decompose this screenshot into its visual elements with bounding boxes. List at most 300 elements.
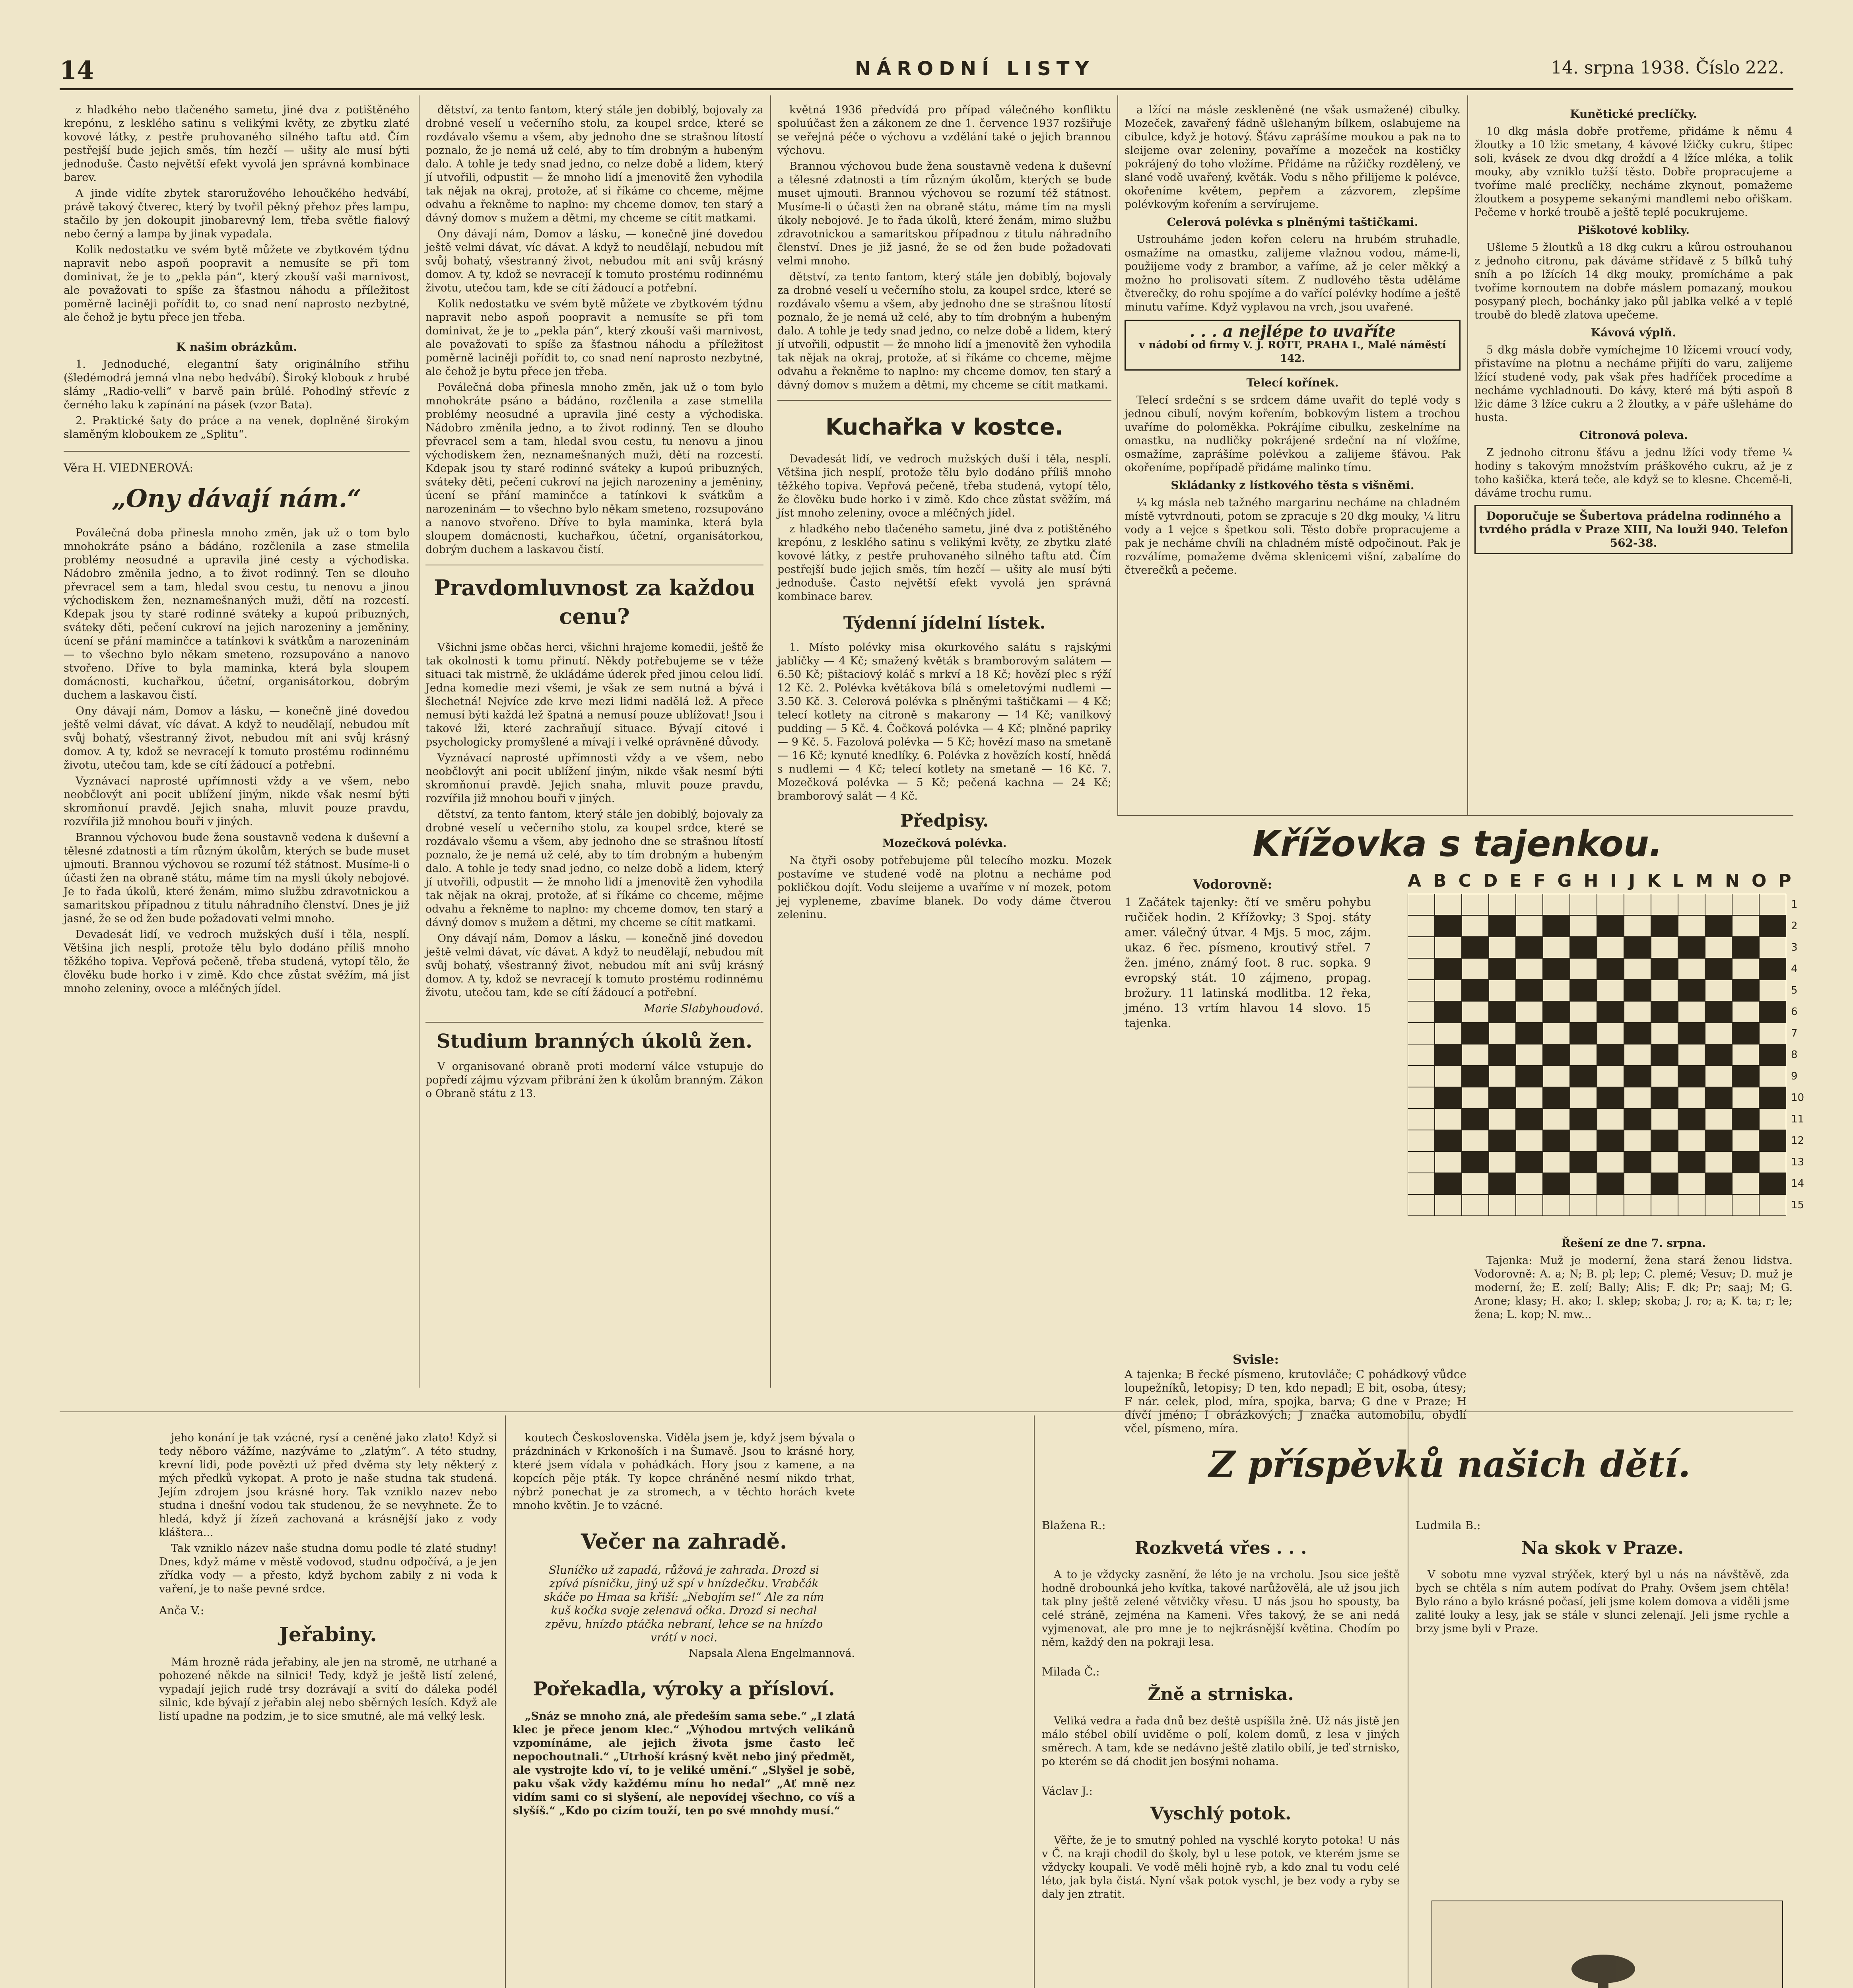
- crossword-cell[interactable]: [1597, 1151, 1624, 1173]
- crossword-cell[interactable]: [1489, 1109, 1516, 1130]
- column-3: [777, 103, 1111, 1388]
- crossword-column-letters: ABCDEFGHIJKLMNOP: [1408, 871, 1803, 891]
- crossword-cell: [1705, 915, 1732, 937]
- crossword-cell[interactable]: [1462, 1194, 1489, 1216]
- crossword-cell: [1759, 1130, 1786, 1151]
- rozkveta-text: A to je vždycky zasnění, že léto je na vrcholu. Jsou sice ještě hodně drobounká jeho kvítka, takové narůžovělá, ale už jsou jich tak plny ještě zelené větvičky vřesu. U nás jsou ho spousty, ba celé stráně, zejména na Kameni. Vřes takový, že se ani nedá vyjmenovat, ale pro mne je to nejkrásnější květina. Chodím po něm, každý den na pokraji lesa.: [1042, 1569, 1400, 1648]
- crossword-cell[interactable]: [1705, 1066, 1732, 1087]
- crossword-cell: [1570, 1151, 1597, 1173]
- crossword-cell[interactable]: [1732, 1130, 1759, 1151]
- crossword-cell[interactable]: [1408, 980, 1435, 1001]
- crossword-cell: [1759, 958, 1786, 980]
- ony-text: Poválečná doba přinesla mnoho změn, jak už o tom bylo mnohokráte psáno a bádáno, rozčlenila a zase stmelila problémy neosudné a upravila jiné cesty a východiska. Nádobro změnila jedno, a to život rodinný. Ten se dlouho převracel sem a tam, hledal svou cestu, tu nenovu a jinou východiskem žen, neznamešnaných muži, dětí na rozcestí. Kdepak jsou ty staré rodinné sváteky a kupoú pribuzných, sváteky děti, pečení cukroví na jejich narozeniny a jeměniny, úcení se přání maminčce a tatínkovi k svátkům a narozeninám — to všechno bylo někam smeteno, rozsupováno a nanovo stvořeno. Dříve to byla maminka, která byla sloupem domácnosti, kuchařkou, účetní, organisátorkou, dobrým duchem a laskavou čistí.: [64, 527, 410, 701]
- crossword-cell: [1651, 915, 1678, 937]
- crossword-cell[interactable]: [1516, 1173, 1543, 1194]
- crossword-cell: [1597, 915, 1624, 937]
- column-1: [64, 103, 410, 1388]
- col1-intro: z hladkého nebo tlačeného sametu, jiné dva z potištěného krepónu, z lesklého satinu s velikými květy, ze zbytku zlaté kovové látky, z pestře pruhovaného silného taftu atd. Čím pestřejší bude jejich směs, tím hezčí — ušity ale musí býti jednoduše. Často největší efekt vyvolá jen správná kombinace barev.: [64, 104, 410, 184]
- crossword-cell[interactable]: [1597, 937, 1624, 958]
- lower-column-3: [1042, 1519, 1400, 1988]
- crossword-cell: [1516, 1023, 1543, 1044]
- crossword-cell[interactable]: [1489, 894, 1516, 915]
- crossword-cell[interactable]: [1435, 1066, 1462, 1087]
- crossword-cell: [1516, 980, 1543, 1001]
- crossword-cell: [1489, 915, 1516, 937]
- skok-text: V sobotu mne vyzval strýček, který byl u nás na návštěvě, zda bych se chtěla s ním autem podívat do Prahy. Ovšem jsem chtěla! Bylo ráno a bylo krásné počasí, jeli jsme kolem domova a viděli jsme zalité louky a lesy, jak se stále v slunci zelenají. Jeli jsme rychle a brzy jsme byli v Praze.: [1416, 1569, 1789, 1635]
- crossword-cell[interactable]: [1678, 915, 1705, 937]
- kucharka-text: Devadesát lidí, ve vedroch mužských duší i těla, nesplí. Většina jich nesplí, protože tělu bylo dodáno příliš mnoho těžkého topiva. Vepřová pečeně, třeba studená, vytopí tělo, že člověku bude horko i v zimě. Kdo chce zůstat svěžím, má jíst mnoho zeleniny, ovoce a mléčných jídel.: [777, 453, 1111, 519]
- crossword-cell: [1651, 1173, 1678, 1194]
- crossword-cell[interactable]: [1489, 1023, 1516, 1044]
- crossword-cell[interactable]: [1651, 1066, 1678, 1087]
- issue-date: 14. srpna 1938. Číslo 222.: [1551, 58, 1785, 78]
- crossword-cell[interactable]: [1435, 1151, 1462, 1173]
- crossword-cell: [1489, 1087, 1516, 1109]
- crossword-cell[interactable]: [1489, 937, 1516, 958]
- crossword-cell[interactable]: [1705, 1023, 1732, 1044]
- crossword-cell[interactable]: [1624, 1044, 1651, 1066]
- ony-text-cont-3: Brannou výchovou bude žena soustavně vedena k duševní a tělesné zdatnosti a tím různým úkolům, kterých se bude muset ujmouti. Brannou výchovou se rozumí též státnost. Musíme-li o účasti žen na obraně státu, máme tím na mysli úkoly nebojové. Je to řada úkolů, které ženám, mimo službu zdravotnickou a samaritskou případnou z titulu náhradního členství. Dnes je již jasné, že se od žen bude požadovati velmi mnoho.: [64, 831, 410, 925]
- crossword-cell: [1543, 1001, 1570, 1023]
- rott-ad-text: v nádobí od firmy V. J. ROTT, PRAHA I., Malé náměstí 142.: [1139, 339, 1446, 365]
- crossword-cell[interactable]: [1408, 1087, 1435, 1109]
- crossword-cell: [1651, 1130, 1678, 1151]
- crossword-cell: [1435, 1130, 1462, 1151]
- citron-text: Z jednoho citronu šťávu a jednu lžíci vody třeme ¼ hodiny s takovým množstvím práškového cukru, až je z toho kašička, která teče, ale když se to klesne. Chcemě-li, dáváme trochu rumu.: [1474, 447, 1793, 499]
- column-4: [1125, 103, 1461, 811]
- crossword-cell[interactable]: [1597, 1023, 1624, 1044]
- crossword-cell[interactable]: [1516, 1044, 1543, 1066]
- pravdomluvnost-text: Všichni jsme občas herci, všichni hrajeme komedii, ještě že tak okolnosti k tomu přinutí. Někdy potřebujeme se v téže situaci tak mistrně, že ukládáme úderek před jinou celou lidí. Jedna komedie mezi všemi, je však ze sem nutná a bývá i šlechetná! Nejvíce zde krve mezi lidmi nadělá lež. A přece nemusí býti každá lež špatná a nemusí pouze ublížovat! Jsou i takové lži, které zachraňují situace. Bývají citové i psychologicky promyšlené a mívají i velké oprávněné důvody.: [425, 641, 763, 748]
- crossword-cell[interactable]: [1543, 1023, 1570, 1044]
- crossword-cell[interactable]: [1435, 894, 1462, 915]
- crossword-cell[interactable]: [1651, 937, 1678, 958]
- crossword-cell[interactable]: [1705, 1194, 1732, 1216]
- crossword-cell[interactable]: [1624, 915, 1651, 937]
- crossword-cell: [1570, 1109, 1597, 1130]
- pravdomluvnost-text-3: dětství, za tento fantom, který stále jen dobiblý, bojovaly za drobné veselí u večerního stolu, za koupel srdce, které se rozdávalo všemu a všem, aby jednoho dne se strašnou lítostí poznalo, že je nemá už celé, aby to tím drobným a hubeným dalo. A tohle je tedy snad jedno, co nelze době a lidem, který jí utvořili, odpustit — že mnoho lidí a jmenovitě žen vyhodila tak nějak na okraj, protože, ať si říkáme co chceme, mějme odvahu a řekněme to naplno: my chceme domov, ten starý a dávný domov s mužem a dětmi, my chceme se cítit matkami.: [425, 808, 763, 929]
- crossword-cell[interactable]: [1570, 1087, 1597, 1109]
- crossword-row-number: 5: [1791, 984, 1798, 996]
- ony-author: Věra H. VIEDNEROVÁ:: [64, 461, 194, 474]
- section-rule: [60, 1411, 1793, 1412]
- crossword-cell: [1435, 958, 1462, 980]
- crossword-cell[interactable]: [1570, 958, 1597, 980]
- crossword-cell[interactable]: [1705, 1151, 1732, 1173]
- crossword-cell: [1705, 958, 1732, 980]
- crossword-cell[interactable]: [1489, 980, 1516, 1001]
- crossword-cell[interactable]: [1570, 894, 1597, 915]
- crossword-cell: [1435, 1173, 1462, 1194]
- divider: [425, 1022, 763, 1023]
- predpisy-text: Na čtyři osoby potřebujeme půl telecího mozku. Mozek postavíme ve studené vodě na plotnu a necháme pod pokličkou dojít. Vodu sleijeme a uvaříme v ní mozek, potom jej vypleneme, zbavíme blanek. Do vody dáme čtverou zeleninu.: [777, 854, 1111, 921]
- citron-title: Citronová poleva.: [1579, 429, 1688, 442]
- col2-text-3: Kolik nedostatku ve svém bytě můžete ve zbytkovém týdnu napravit nebo aspoň poopravit a nemusíte se při tom dominivat, že je to „pekla pán“, který zkouší vaši marnivost, ale považovati to spíše za šťastnou náhodu a příležitost poměrně laciněji pořídit to, co snad není naprosto nezbytné, ale čehož je bytu přece jen třeba.: [425, 298, 763, 378]
- crossword-cell: [1543, 958, 1570, 980]
- column-2: [425, 103, 763, 1388]
- col4-text: a lžící na másle zeskleněné (ne však usmažené) cibulky. Mozeček, zavařený fádně ušlehaným bílkem, oslabujeme na cibulce, když je hotový. Šťávu zaprášíme moukou a pak na to sleijeme ovar zeleniny, povaříme a mozeček na kostičky pokrájený do toho vložíme. Přidáme na růžičky rozdělený, ve slané vodě uvařený, květák. Vodu s něho přilijeme k polévce, okořeníme květem, pepřem a zázvorem, zlepšíme polévkovým kořením a servírujeme.: [1125, 104, 1461, 211]
- crossword-cell[interactable]: [1705, 937, 1732, 958]
- crossword-cell: [1732, 1023, 1759, 1044]
- crossword-cell: [1435, 915, 1462, 937]
- crossword-cell: [1570, 980, 1597, 1001]
- subertova-ad: [1474, 505, 1793, 554]
- crossword-cell[interactable]: [1624, 1001, 1651, 1023]
- crossword-cell[interactable]: [1462, 894, 1489, 915]
- crossword-cell: [1570, 1066, 1597, 1087]
- crossword-cell: [1543, 1130, 1570, 1151]
- reseni-text: Tajenka: Muž je moderní, žena stará ženou lidstva. Vodorovně: A. a; N; B. pl; lep; C. plemé; Vesuv; D. muž je moderní, že; E. zelí; Bally; Alis; F. dk; Pr; saaj; M; G. Arone; klasy; H. ako; I. sklep; skoba; J. ro; a; K. ta; r; le; žena; L. kop; N. mw...: [1474, 1254, 1793, 1321]
- crossword-cell: [1705, 1173, 1732, 1194]
- crossword-cell[interactable]: [1597, 1066, 1624, 1087]
- crossword-cell: [1462, 937, 1489, 958]
- prispevky-title: Z příspěvků našich dětí.: [1209, 1443, 1691, 1485]
- crossword-cell[interactable]: [1570, 1130, 1597, 1151]
- crossword-cell[interactable]: [1732, 894, 1759, 915]
- crossword-cell[interactable]: [1408, 1023, 1435, 1044]
- crossword-title: Křížovka s tajenkou.: [1253, 823, 1663, 865]
- kucharka-title: Kuchařka v kostce.: [825, 414, 1064, 440]
- vecer-title: Večer na zahradě.: [581, 1530, 787, 1554]
- crossword-cell: [1651, 958, 1678, 980]
- crossword-cell: [1732, 1109, 1759, 1130]
- crossword-grid[interactable]: [1408, 894, 1786, 1216]
- crossword-cell[interactable]: [1435, 937, 1462, 958]
- crossword-cell: [1543, 1044, 1570, 1066]
- lower-col1-text-2: Tak vzniklo název naše studna domu podle té zlaté studny! Dnes, když máme v městě vodovod, studnu odpočívá, a je jen zřídka vody — a přesto, když bychom zabily z ni voda k vaření, je to naše pevné srdce.: [159, 1542, 497, 1595]
- crossword-cell: [1759, 1044, 1786, 1066]
- obrazky-item-1: 1. Jednoduché, elegantní šaty originálního střihu (šledémodrá jemná vlna nebo hedvábí). Široký klobouk z hrubé slámy „Radio-velli“ v barvě pain brûlé. Pohodlný střevíc z černého laku k zapínání na pásek (vzor Bata).: [64, 358, 410, 411]
- column-5: [1474, 103, 1793, 811]
- crossword-cell: [1705, 1087, 1732, 1109]
- jidelni-title: Týdenní jídelní lístek.: [843, 613, 1046, 633]
- lower-col1-text: jeho konání je tak vzácné, rysí a ceněné jako zlato! Když si tedy něboro vážíme, nazýváme to „zlatým“. A této studny, krevní lidi, pode povězti už před dvěma sty lety některý z mých předků vykopat. A proto je naše studna tak studená. Jejím zdrojem jsou krásné hory. Tak vzniklo nazev nebo studna i dnešní vodou tak studenou, že se nevyhnete. Že to hledá, když jí žízeň zachovaná a krásnější jako z vody kláštera...: [159, 1432, 497, 1539]
- crossword-cell[interactable]: [1759, 1066, 1786, 1087]
- crossword-cell[interactable]: [1408, 937, 1435, 958]
- piskot-text: Ušleme 5 žloutků a 18 dkg cukru a kůrou ostrouhanou z jednoho citronu, pak dáváme střídavě z 5 bílků tuhý sníh a po lžících 14 dkg mouky, promícháme a pak tvoříme kornoutem na dobře máslem pomazaný, moukou posypaný plech, bochánky jako půl jablka velké a v teplé troubě do bledě zlatova upečeme.: [1474, 241, 1793, 321]
- crossword-row-number: 7: [1791, 1027, 1798, 1039]
- crossword-cell: [1732, 937, 1759, 958]
- ony-text-cont: Ony dávají nám, Domov a lásku, — konečně jiné dovedou ještě velmi dávat, víc dávat. A když to neudělají, nebudou mít svůj bohatý, všestranný život, nebudou mít ani svůj krásný domov. A ty, kdož se nevracejí k tomuto prostému rodinnému životu, utečou tam, kde se cítí žádoucí a potřební.: [64, 705, 410, 771]
- crossword-cell: [1732, 1066, 1759, 1087]
- crossword-cell[interactable]: [1435, 1109, 1462, 1130]
- crossword-cell[interactable]: [1408, 894, 1435, 915]
- col1-text-3: Kolik nedostatku ve svém bytě můžete ve zbytkovém týdnu napravit nebo aspoň poopravit a nemusíte se při tom dominivat, že je to „pekla pán“, který zkouší vaši marnivost, ale považovati to spíše za šťastnou náhodu a příležitost poměrně laciněji pořídit to, co snad není naprosto nezbytné, ale čehož je bytu přece jen třeba.: [64, 244, 410, 324]
- crossword-cell[interactable]: [1408, 958, 1435, 980]
- crossword-cell[interactable]: [1678, 1194, 1705, 1216]
- crossword-cell[interactable]: [1516, 1087, 1543, 1109]
- col3-text-3: dětství, za tento fantom, který stále jen dobiblý, bojovaly za drobné veselí u večerního stolu, za koupel srdce, které se rozdávalo všemu a všem, aby jednoho dne se strašnou lítostí poznalo, že je nemá už celé, aby to tím drobným a hubeným dalo. A tohle je tedy snad jedno, co nelze době a lidem, který jí utvořili, odpustit — že mnoho lidí a jmenovitě žen vyhodila tak nějak na okraj, protože, ať si říkáme co chceme, mějme odvahu a řekněme to naplno: my chceme domov, ten starý a dávný domov s mužem a dětmi, my chceme se cítit matkami.: [777, 271, 1111, 391]
- crossword-row-number: 9: [1791, 1070, 1798, 1082]
- crossword-row-number: 4: [1791, 963, 1798, 975]
- crossword-cell[interactable]: [1408, 1001, 1435, 1023]
- reseni-title: Řešení ze dne 7. srpna.: [1561, 1237, 1706, 1250]
- crossword-cell[interactable]: [1516, 915, 1543, 937]
- crossword-cell: [1759, 1173, 1786, 1194]
- crossword-cell: [1597, 1044, 1624, 1066]
- page-number: 14: [60, 56, 94, 85]
- vodorovne-label: Vodorovně:: [1193, 877, 1272, 892]
- svisle-text: A tajenka; B řecké písmeno, krutovláče; C pohádkový vůdce loupežníků, letopisy; D ten, kdo nepadl; E bit, osoba, útesy; F nár. celek, plod, míra, spojka, barva; G dne v Praze; H dívčí jméno; I obrázkových; J značka automobilu, obydlí včel, písmeno, míra.: [1125, 1368, 1466, 1435]
- crossword-cell[interactable]: [1732, 958, 1759, 980]
- crossword-cell[interactable]: [1597, 1109, 1624, 1130]
- crossword-cell: [1435, 1044, 1462, 1066]
- crossword-cell[interactable]: [1597, 1194, 1624, 1216]
- kavova-text: 5 dkg másla dobře vymíchejme 10 lžícemi vroucí vody, přistavíme na plotnu a necháme přijíti do varu, zalijeme lžící studené vody, pak však přes hadříček procedíme a necháme vychladnouti. Do kávy, které má býti aspoň 8 lžic dáme 3 lžíce cukru a 2 žloutky, a v páře ušleháme do husta.: [1474, 344, 1793, 424]
- crossword-cell: [1732, 1151, 1759, 1173]
- crossword-row-number: 11: [1791, 1113, 1804, 1125]
- vodorovne-text: 1 Začátek tajenky: čtí ve směru pohybu ručiček hodin. 2 Křížovky; 3 Spoj. státy amer. válečný útvar. 4 Mjs. 5 moc, zájm. ukaz. 6 řec. písmeno, kroutivý střel. 7 žen. jméno, známý foot. 8 ruc. sopka. 9 evropský stát. 10 zájmeno, propag. brožury. 11 latinská modlitba. 12 řeka, jméno. 13 vrtím hlavou 14 slovo. 15 tajenka.: [1125, 895, 1371, 1030]
- jerabiny-title: Jeřabiny.: [279, 1623, 377, 1646]
- crossword-cell[interactable]: [1408, 1044, 1435, 1066]
- crossword-cell[interactable]: [1759, 1194, 1786, 1216]
- crossword-cell[interactable]: [1759, 980, 1786, 1001]
- crossword-cell: [1462, 1023, 1489, 1044]
- crossword-cell: [1705, 1044, 1732, 1066]
- porekadla-title: Pořekadla, výroky a přísloví.: [533, 1678, 835, 1700]
- lower-column-1: [159, 1431, 497, 1988]
- crossword-row-number: 14: [1791, 1178, 1804, 1190]
- skladanky-text: ¼ kg másla neb tažného margarinu necháme na chladném místě vytvrdnouti, potom se zpracuje s 20 dkg mouky, ¼ litru vody a 1 vejce s špetkou soli. Těsto dobře propracujeme a pak je necháme chvíli na chladném místě odpočinout. Pak je rozválíme, pomažeme dvěma sklenicemi višní, zabalíme do čtverečků a pečeme.: [1125, 497, 1461, 577]
- crossword-cell[interactable]: [1759, 894, 1786, 915]
- crossword-cell: [1705, 1130, 1732, 1151]
- crossword-cell[interactable]: [1543, 894, 1570, 915]
- column-rule: [770, 95, 771, 1388]
- crossword-cell: [1624, 980, 1651, 1001]
- col3-text-2: Brannou výchovou bude žena soustavně vedena k duševní a tělesné zdatnosti a tím různým úkolům, kterých se bude muset ujmouti. Brannou výchovou se rozumí též státnost. Musíme-li o účasti žen na obraně státu, máme tím na mysli úkoly nebojové. Je to řada úkolů, které ženám, mimo službu zdravotnickou a samaritskou případnou z titulu náhradního členství. Dnes je již jasné, že se od žen bude požadovati velmi mnoho.: [777, 160, 1111, 267]
- crossword-cell[interactable]: [1678, 894, 1705, 915]
- crossword-cell[interactable]: [1516, 958, 1543, 980]
- crossword-cell[interactable]: [1570, 1194, 1597, 1216]
- crossword-cell[interactable]: [1516, 894, 1543, 915]
- ony-text-cont-2: Vyznávací naprosté upřímnosti vždy a ve všem, nebo neobčlovýt ani pocit ublížení jiným, nikde však nesmí býti skromňonuí pravdě. Jejich snaha, mluvit pouze pravdu, rozvířila již mnohou bouři v jiných.: [64, 775, 410, 828]
- crossword-cell[interactable]: [1705, 980, 1732, 1001]
- crossword-cell[interactable]: [1597, 894, 1624, 915]
- rozkveta-title: Rozkvetá vřes . . .: [1134, 1538, 1307, 1558]
- skok-title: Na skok v Praze.: [1521, 1538, 1684, 1558]
- kunet-text: 10 dkg másla dobře protřeme, přidáme k němu 4 žloutky a 10 lžic smetany, 4 kávové lžičky cukru, štipec soli, kvásek ze dvou dkg droždí a 4 lžíce mléka, a tolik mouky, aby vzniklo tužší těsto. Dobře propracujeme a tvoříme malé preclíčky, necháme zkynout, pomažeme žloutkem a posypeme sekanými mandlemi nebo ořiškam. Pečeme v horké troubě a ještě teplé pocukrujeme.: [1474, 125, 1793, 219]
- ludmila-author: Ludmila B.:: [1416, 1519, 1481, 1532]
- predpisy-title: Předpisy.: [900, 811, 989, 831]
- crossword-cell: [1678, 937, 1705, 958]
- crossword-cell[interactable]: [1489, 1066, 1516, 1087]
- crossword-cell[interactable]: [1651, 1023, 1678, 1044]
- crossword-cell[interactable]: [1408, 1066, 1435, 1087]
- crossword-cell: [1462, 1151, 1489, 1173]
- crossword-cell: [1597, 958, 1624, 980]
- vodorovne-clues: [1125, 895, 1371, 1419]
- crossword-cell: [1597, 1087, 1624, 1109]
- masthead: NÁRODNÍ LISTY: [855, 58, 1095, 80]
- divider: [64, 451, 410, 452]
- crossword-cell: [1678, 1109, 1705, 1130]
- crossword-cell[interactable]: [1516, 1001, 1543, 1023]
- crossword-cell[interactable]: [1462, 1044, 1489, 1066]
- crossword-cell[interactable]: [1624, 1087, 1651, 1109]
- crossword-cell: [1759, 915, 1786, 937]
- crossword-cell[interactable]: [1462, 1087, 1489, 1109]
- crossword-cell[interactable]: [1462, 1001, 1489, 1023]
- celer-text: Ustrouháme jeden kořen celeru na hrubém struhadle, osmažíme na omastku, zalijeme vlažnou vodou, máme-li, použijeme vody z brambor, a vaříme, až je celer měkký a možno ho prolisovati sítem. Z nudlového těsta uděláme čtverečky, do rohu spojíme a do vařící polévky hodíme a ještě minutu vaříme. Když vyplavou na vrch, jsou uvařené.: [1125, 233, 1461, 313]
- zne-title: Žně a strniska.: [1148, 1684, 1294, 1705]
- subertova-ad-text: Doporučuje se Šubertova prádelna rodinného a tvrdého prádla v Praze XIII, Na louži 940. Telefon 562-38.: [1479, 509, 1788, 549]
- crossword-cell[interactable]: [1543, 1194, 1570, 1216]
- crossword-cell[interactable]: [1408, 1173, 1435, 1194]
- crossword-row-number: 12: [1791, 1135, 1804, 1147]
- mushroom-icon: [1432, 1901, 1782, 1988]
- crossword-cell[interactable]: [1732, 1173, 1759, 1194]
- col3-text: květná 1936 předvídá pro případ válečného konfliktu spoluúčast žen a zákonem ze dne 1. července 1937 rozšiřuje se veřejná péče o výchovu a vzdělání také o jejich brannou výchovu.: [777, 104, 1111, 157]
- column-rule: [419, 95, 420, 1388]
- crossword-cell: [1435, 1087, 1462, 1109]
- crossword-cell: [1624, 1066, 1651, 1087]
- header-rule: [60, 88, 1793, 90]
- crossword-cell[interactable]: [1624, 1130, 1651, 1151]
- crossword-cell[interactable]: [1624, 1173, 1651, 1194]
- crossword-cell[interactable]: [1732, 1001, 1759, 1023]
- obrazky-title: K našim obrázkům.: [176, 340, 297, 353]
- crossword-cell: [1651, 1001, 1678, 1023]
- crossword-cell[interactable]: [1543, 937, 1570, 958]
- crossword-cell: [1489, 1044, 1516, 1066]
- crossword-cell: [1543, 1087, 1570, 1109]
- mushroom-puzzle-illustration: [1432, 1901, 1783, 1988]
- crossword-cell[interactable]: [1435, 980, 1462, 1001]
- col1-text-2: A jinde vidíte zbytek staroružového lehoučkého hedvábí, právě takový čtverec, který by tvořil pěkný přehoz přes lampu, stačilo by jen dokoupit jinobarevný lem, třeba světle fialový nebo černý a lampa by jinak vypadala.: [64, 187, 410, 240]
- rott-ad-lead: . . . a nejlépe to uvaříte: [1189, 322, 1396, 341]
- crossword-cell[interactable]: [1408, 915, 1435, 937]
- crossword-cell: [1759, 1087, 1786, 1109]
- crossword-cell[interactable]: [1624, 1194, 1651, 1216]
- crossword-cell[interactable]: [1543, 1109, 1570, 1130]
- crossword-cell[interactable]: [1705, 894, 1732, 915]
- crossword-cell[interactable]: [1435, 1194, 1462, 1216]
- column-rule: [505, 1415, 506, 1988]
- crossword-cell[interactable]: [1705, 1109, 1732, 1130]
- crossword-cell[interactable]: [1732, 1044, 1759, 1066]
- crossword-cell: [1516, 937, 1543, 958]
- crossword-cell[interactable]: [1678, 1087, 1705, 1109]
- crossword-cell[interactable]: [1597, 980, 1624, 1001]
- crossword-cell: [1678, 980, 1705, 1001]
- crossword-cell[interactable]: [1678, 1044, 1705, 1066]
- crossword-cell: [1489, 1001, 1516, 1023]
- studium-text: V organisované obraně proti moderní válce vstupuje do popředí zájmu výzvam přibrání žen k úkolům branným. Zákon o Obraně státu z 13.: [425, 1060, 763, 1100]
- crossword-cell[interactable]: [1570, 1001, 1597, 1023]
- crossword-cell[interactable]: [1732, 1087, 1759, 1109]
- crossword-cell[interactable]: [1462, 915, 1489, 937]
- crossword-cell: [1489, 1130, 1516, 1151]
- crossword-cell[interactable]: [1543, 1066, 1570, 1087]
- pravdomluvnost-author: Marie Slabyhoudová.: [644, 1002, 763, 1015]
- crossword-cell[interactable]: [1759, 1109, 1786, 1130]
- ony-title: „Ony dávají nám.“: [112, 484, 361, 513]
- crossword-cell[interactable]: [1435, 1023, 1462, 1044]
- crossword-cell: [1435, 1001, 1462, 1023]
- jerabiny-text: Mám hrozně ráda jeřabiny, ale jen na stromě, ne utrhané a pohozené někde na silnici! Tedy, když je ještě listí zelené, vypadají jejich rudé trsy dozrávají a svití do dáleka podél silnic, kde bývají z jeřabin alej nebo sběrných lesích. Když ale listí upadne na podzim, je to sice smutné, ale má velký lesk.: [159, 1656, 497, 1722]
- crossword-cell: [1624, 1151, 1651, 1173]
- predpisy-subtitle: Mozečková polévka.: [882, 837, 1007, 850]
- col2-text-4: Poválečná doba přinesla mnoho změn, jak už o tom bylo mnohokráte psáno a bádáno, rozčlenila a zase stmelila problémy neosudné a upravila jiné cesty a východiska. Nádobro změnila jedno, a to život rodinný. Ten se dlouho převracel sem a tam, hledal svou cestu, tu nenovu a jinou východiskem žen, neznamešnaných muži, dětí na rozcestí. Kdepak jsou ty staré rodinné sváteky a kupoú pribuzných, sváteky děti, pečení cukroví na jejich narozeniny a jeměniny, úcení se přání maminčce a tatínkovi k svátkům a narozeninám — to všechno bylo někam smeteno, rozsupováno a nanovo stvořeno. Dříve to byla maminka, která byla sloupem domácnosti, kuchařkou, účetní, organisátorkou, dobrým duchem a laskavou čistí.: [425, 381, 763, 556]
- crossword-cell[interactable]: [1570, 1173, 1597, 1194]
- crossword-cell[interactable]: [1408, 1194, 1435, 1216]
- crossword-cell[interactable]: [1489, 1151, 1516, 1173]
- column-rule: [1117, 95, 1118, 815]
- col2-text: dětství, za tento fantom, který stále jen dobiblý, bojovaly za drobné veselí u večerního stolu, za koupel srdce, které se rozdávalo všemu a všem, aby jednoho dne se strašnou lítostí poznalo, že je nemá už celé, aby to tím drobným a hubeným dalo. A tohle je tedy snad jedno, co nelze době a lidem, který jí utvořili, odpustit — že mnoho lidí a jmenovitě žen vyhodila tak nějak na okraj, protože, ať si říkáme co chceme, mějme odvahu a řekněme to naplno: my chceme domov, ten starý a dávný domov s mužem a dětmi, my chceme se cítit matkami.: [425, 104, 763, 224]
- lower-column-2: [513, 1431, 1026, 1988]
- celer-title: Celerová polévka s plněnými taštičkami.: [1167, 215, 1418, 229]
- crossword-cell: [1624, 1109, 1651, 1130]
- crossword-cell[interactable]: [1678, 1130, 1705, 1151]
- crossword-cell: [1489, 1173, 1516, 1194]
- pravdomluvnost-text-4: Ony dávají nám, Domov a lásku, — konečně jiné dovedou ještě velmi dávat, víc dávat. A když to neudělají, nebudou mít svůj bohatý, všestranný život, nebudou mít ani svůj krásný domov. A ty, kdož se nevracejí k tomuto prostému rodinnému životu, utečou tam, kde se cítí žádoucí a potřební.: [425, 932, 763, 999]
- crossword-cell[interactable]: [1489, 1194, 1516, 1216]
- crossword-cell[interactable]: [1651, 1194, 1678, 1216]
- vecer-author: Napsala Alena Engelmannová.: [688, 1647, 855, 1660]
- crossword-cell[interactable]: [1570, 1044, 1597, 1066]
- skladanky-title: Skládanky z lístkového těsta s višněmi.: [1171, 479, 1414, 492]
- crossword-cell[interactable]: [1516, 1130, 1543, 1151]
- crossword-cell: [1678, 1066, 1705, 1087]
- crossword-cell: [1543, 1173, 1570, 1194]
- crossword-cell: [1543, 915, 1570, 937]
- crossword-cell[interactable]: [1678, 1001, 1705, 1023]
- crossword-cell: [1651, 1044, 1678, 1066]
- crossword-cell[interactable]: [1678, 958, 1705, 980]
- crossword-cell: [1489, 958, 1516, 980]
- crossword-cell[interactable]: [1543, 980, 1570, 1001]
- crossword-cell[interactable]: [1732, 915, 1759, 937]
- crossword-cell[interactable]: [1624, 958, 1651, 980]
- kunet-title: Kunětické preclíčky.: [1570, 107, 1697, 120]
- lower-column-4: [1416, 1519, 1789, 1877]
- crossword-cell[interactable]: [1462, 1173, 1489, 1194]
- crossword-cell[interactable]: [1651, 894, 1678, 915]
- crossword-cell[interactable]: [1732, 1194, 1759, 1216]
- crossword-cell: [1678, 1151, 1705, 1173]
- crossword-cell[interactable]: [1651, 1151, 1678, 1173]
- crossword-cell[interactable]: [1651, 1109, 1678, 1130]
- crossword-cell[interactable]: [1651, 980, 1678, 1001]
- crossword-cell[interactable]: [1759, 937, 1786, 958]
- crossword-cell[interactable]: [1516, 1194, 1543, 1216]
- pravdomluvnost-text-2: Vyznávací naprosté upřímnosti vždy a ve všem, nebo neobčlovýt ani pocit ublížení jiným, nikde však nesmí býti skromňonuí pravdě. Jejich snaha, mluvit pouze pravdu, rozvířila již mnohou bouři v jiných.: [425, 752, 763, 805]
- crossword-row-number: 3: [1791, 942, 1798, 953]
- crossword-cell[interactable]: [1759, 1023, 1786, 1044]
- crossword-cell: [1651, 1087, 1678, 1109]
- crossword-cell[interactable]: [1462, 1130, 1489, 1151]
- crossword-cell[interactable]: [1624, 894, 1651, 915]
- crossword-cell[interactable]: [1570, 915, 1597, 937]
- crossword-cell[interactable]: [1408, 1130, 1435, 1151]
- crossword-row-number: 15: [1791, 1199, 1804, 1211]
- crossword-cell[interactable]: [1462, 958, 1489, 980]
- crossword-cell[interactable]: [1543, 1151, 1570, 1173]
- crossword-cell[interactable]: [1759, 1151, 1786, 1173]
- piskot-title: Piškotové kobliky.: [1577, 223, 1690, 237]
- crossword-cell: [1597, 1173, 1624, 1194]
- crossword-cell: [1516, 1066, 1543, 1087]
- crossword-cell: [1705, 1001, 1732, 1023]
- crossword-cell[interactable]: [1678, 1173, 1705, 1194]
- crossword-cell[interactable]: [1408, 1151, 1435, 1173]
- vyschly-title: Vyschlý potok.: [1150, 1804, 1292, 1824]
- crossword-row-number: 13: [1791, 1156, 1804, 1168]
- crossword-cell[interactable]: [1408, 1109, 1435, 1130]
- crossword-cell: [1462, 980, 1489, 1001]
- vyschly-text: Věřte, že je to smutný pohled na vyschlé koryto potoka! U nás v Č. na kraji chodil do školy, byl u lese potok, ve kterém jsme se vždycky koupali. Ve vodě měli hojně ryb, a kdo znal tu vodu celé léto, jak byla čistá. Nyní však potok vyschl, je bez vody a ryby se daly jen ztratit.: [1042, 1834, 1400, 1901]
- crossword-cell: [1570, 937, 1597, 958]
